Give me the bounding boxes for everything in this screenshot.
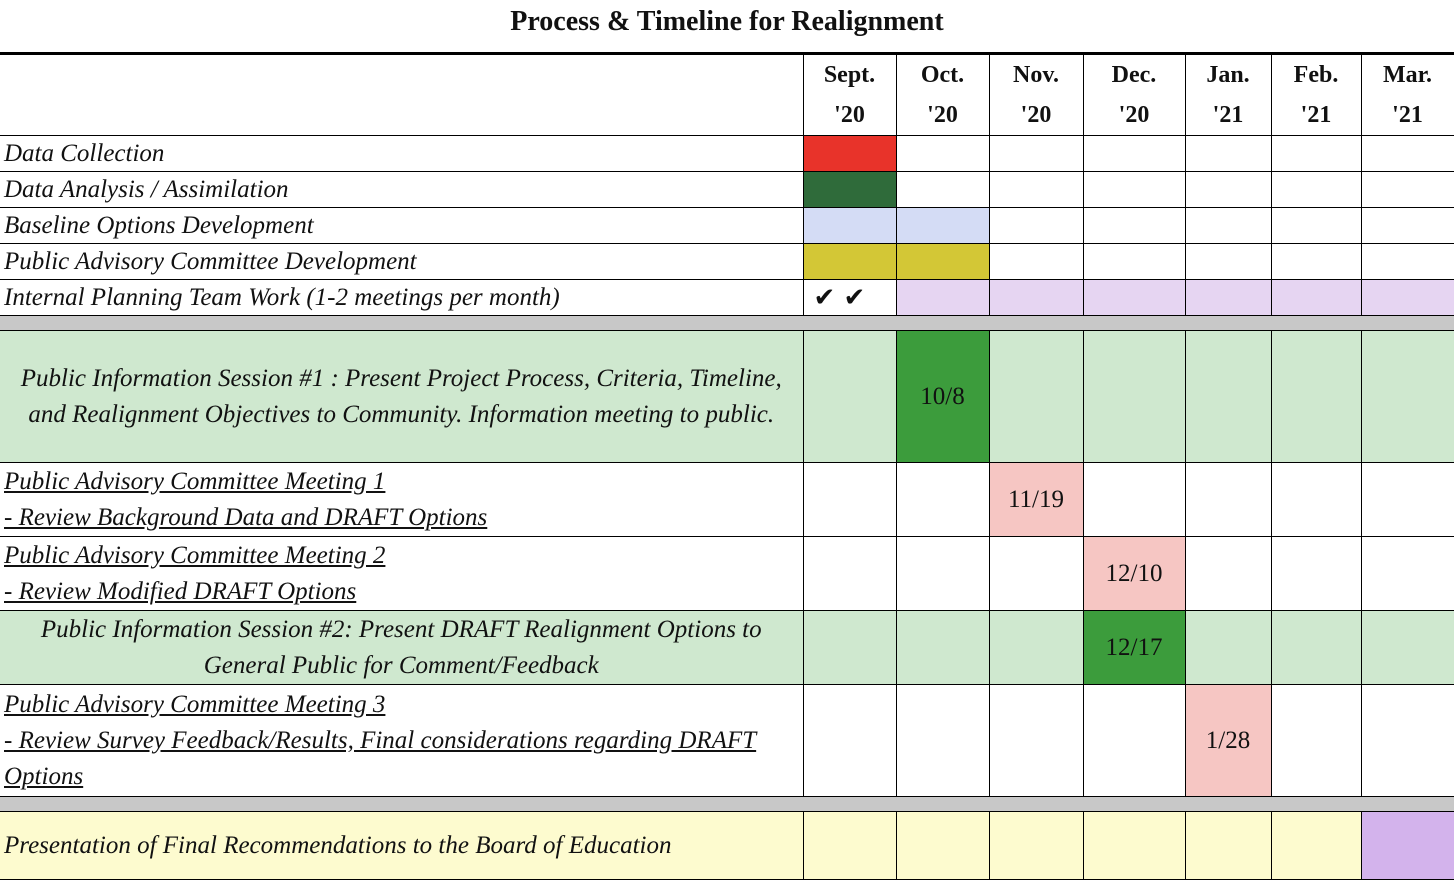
cell-light-blue — [896, 208, 989, 244]
task-label: Data Analysis / Assimilation — [0, 172, 803, 208]
task-label: Presentation of Final Recommendations to the Board of Education — [0, 812, 803, 880]
cell-olive — [803, 244, 896, 280]
month-header-mar: Mar. '21 — [1361, 54, 1454, 136]
task-label: Public Advisory Committee Meeting 1 - Review Background Data and DRAFT Options — [0, 463, 803, 537]
task-label: Public Information Session #2: Present DRAFT Realignment Options to General Public for Comment/Feedback — [0, 611, 803, 685]
cell-light-blue — [803, 208, 896, 244]
row-data-analysis — [0, 172, 1454, 208]
task-label: Public Information Session #1 : Present Project Process, Criteria, Timeline, and Realignment Objectives to Community. Information meeting to public. — [0, 331, 803, 463]
task-label: Data Collection — [0, 136, 803, 172]
date-badge: 1/28 — [1185, 685, 1271, 797]
date-badge: 12/17 — [1083, 611, 1185, 685]
task-label: Public Advisory Committee Meeting 3 - Review Survey Feedback/Results, Final considerations regarding DRAFT Options — [0, 685, 803, 797]
row-final-presentation — [0, 812, 1454, 880]
cell-dark-green — [803, 172, 896, 208]
date-badge: 12/10 — [1083, 537, 1185, 611]
cell-purple — [1361, 812, 1454, 880]
month-header-jan: Jan. '21 — [1185, 54, 1271, 136]
row-pac-meeting-3 — [0, 685, 1454, 797]
task-label: Public Advisory Committee Meeting 2 - Review Modified DRAFT Options — [0, 537, 803, 611]
timeline-table — [0, 52, 1454, 880]
row-public-info-session-1 — [0, 331, 1454, 463]
row-pac-meeting-2 — [0, 537, 1454, 611]
month-header-oct: Oct. '20 — [896, 54, 989, 136]
row-pac-meeting-1 — [0, 463, 1454, 537]
row-baseline-options — [0, 208, 1454, 244]
row-data-collection — [0, 136, 1454, 172]
separator-row — [0, 797, 1454, 812]
row-public-info-session-2 — [0, 611, 1454, 685]
month-header-dec: Dec. '20 — [1083, 54, 1185, 136]
task-label: Baseline Options Development — [0, 208, 803, 244]
task-label: Internal Planning Team Work (1-2 meetings per month) — [0, 280, 803, 316]
month-header-nov: Nov. '20 — [989, 54, 1083, 136]
month-header-sep: Sept. '20 — [803, 54, 896, 136]
task-label: Public Advisory Committee Development — [0, 244, 803, 280]
header-row — [0, 54, 1454, 136]
header-blank — [0, 54, 803, 136]
date-badge: 11/19 — [989, 463, 1083, 537]
separator-row — [0, 316, 1454, 331]
row-internal-planning — [0, 280, 1454, 316]
cell-olive — [896, 244, 989, 280]
page-title: Process & Timeline for Realignment — [510, 6, 944, 37]
month-header-feb: Feb. '21 — [1271, 54, 1361, 136]
date-badge: 10/8 — [896, 331, 989, 463]
cell-red — [803, 136, 896, 172]
row-pac-development — [0, 244, 1454, 280]
checkmarks: ✔ ✔ — [803, 280, 896, 316]
